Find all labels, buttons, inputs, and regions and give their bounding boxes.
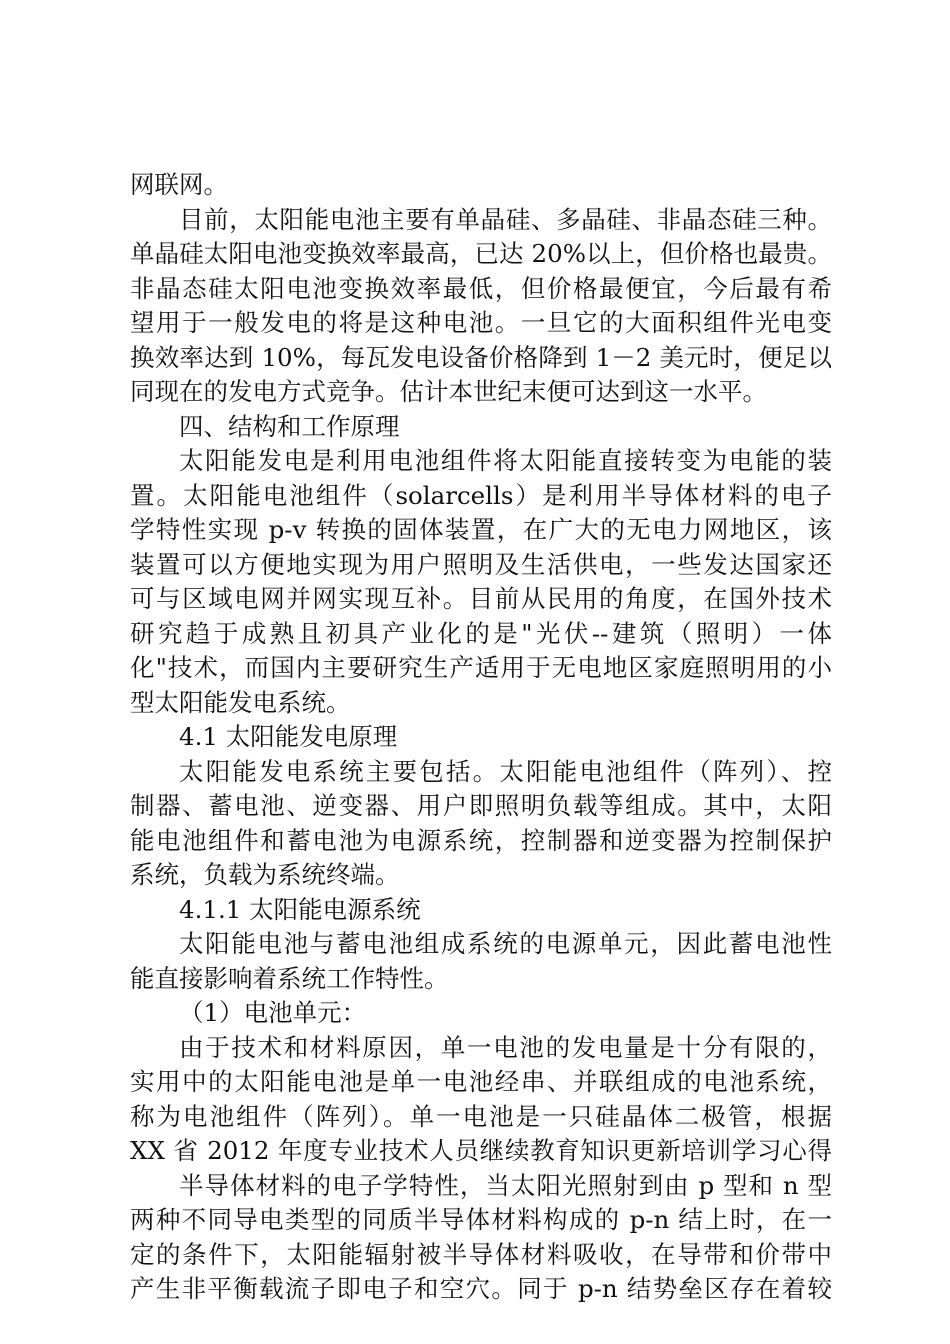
text-line: XX 省 2012 年度专业技术人员继续教育知识更新培训学习心得	[130, 1136, 832, 1165]
text-line: 制器、蓄电池、逆变器、用户即照明负载等组成。其中，太阳	[130, 791, 832, 820]
text-line: 定的条件下，太阳能辐射被半导体材料吸收，在导带和价带中	[130, 1239, 832, 1269]
text-line: 太阳能发电是利用电池组件将太阳能直接转变为电能的装	[179, 446, 832, 475]
text-line: 置。太阳能电池组件（solarcells）是利用半导体材料的电子	[130, 480, 832, 510]
text-line: 太阳能电池与蓄电池组成系统的电源单元，因此蓄电池性	[179, 929, 832, 958]
text-line: 换效率达到 10%，每瓦发电设备价格降到 1－2 美元时，便足以	[130, 342, 832, 372]
text-line: 可与区域电网并网实现互补。目前从民用的角度，在国外技术	[130, 584, 832, 613]
text-line: 称为电池组件（阵列）。单一电池是一只硅晶体二极管，根据	[130, 1101, 832, 1131]
text-line: 网联网。	[130, 170, 228, 199]
text-line: 太阳能发电系统主要包括。太阳能电池组件（阵列）、控	[179, 756, 832, 786]
text-line: 目前，太阳能电池主要有单晶硅、多晶硅、非晶态硅三种。	[179, 204, 832, 234]
subsection-heading: 4.1.1 太阳能电源系统	[179, 894, 421, 924]
text-line: 研究趋于成熟且初具产业化的是"光伏--建筑（照明）一体	[130, 618, 832, 648]
text-line: 产生非平衡载流子即电子和空穴。同于 p-n 结势垒区存在着较	[130, 1274, 832, 1303]
text-line: 型太阳能发电系统。	[130, 687, 351, 717]
text-line: 非晶态硅太阳电池变换效率最低，但价格最便宜，今后最有希	[130, 273, 832, 303]
text-line: 装置可以方便地实现为用户照明及生活供电，一些发达国家还	[130, 549, 832, 579]
text-line: 学特性实现 p-v 转换的固体装置，在广大的无电力网地区，该	[130, 515, 832, 544]
text-line: 能电池组件和蓄电池为电源系统，控制器和逆变器为控制保护	[130, 825, 832, 855]
item-heading: （1）电池单元：	[179, 998, 367, 1027]
text-line: 同现在的发电方式竞争。估计本世纪末便可达到这一水平。	[130, 377, 767, 406]
subsection-heading: 4.1 太阳能发电原理	[179, 722, 398, 751]
text-line: 能直接影响着系统工作特性。	[130, 963, 449, 993]
text-line: 由于技术和材料原因，单一电池的发电量是十分有限的，	[179, 1032, 832, 1062]
text-line: 化"技术，而国内主要研究生产适用于无电地区家庭照明用的小	[130, 653, 832, 682]
text-line: 半导体材料的电子学特性，当太阳光照射到由 p 型和 n 型	[179, 1170, 832, 1200]
text-line: 两种不同导电类型的同质半导体材料构成的 p-n 结上时，在一	[130, 1205, 832, 1234]
text-line: 单晶硅太阳电池变换效率最高，已达 20%以上，但价格也最贵。	[130, 239, 832, 268]
text-line: 实用中的太阳能电池是单一电池经串、并联组成的电池系统，	[130, 1067, 832, 1096]
text-line: 系统，负载为系统终端。	[130, 860, 400, 889]
text-line: 望用于一般发电的将是这种电池。一旦它的大面积组件光电变	[130, 308, 832, 337]
section-heading: 四、结构和工作原理	[179, 411, 400, 441]
body-text	[130, 168, 832, 1307]
